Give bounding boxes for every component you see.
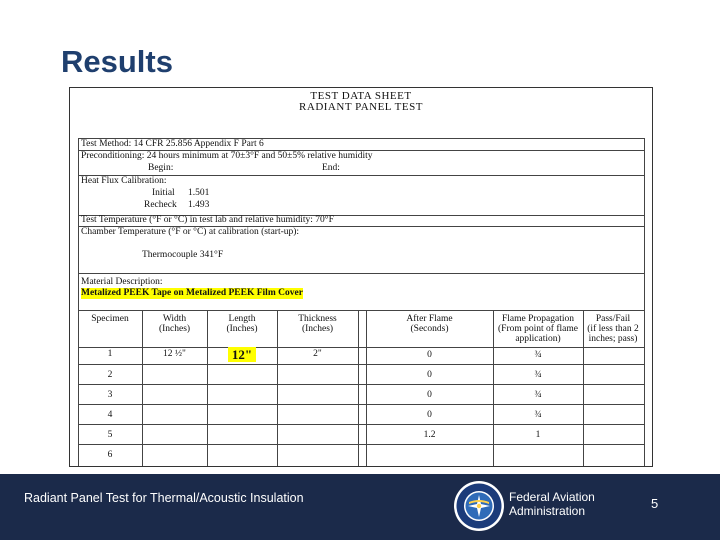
table-cell-specimen: 2 [107, 370, 113, 380]
col-header-flame-propagation: Flame Propagation [501, 314, 575, 324]
footer-bar [0, 474, 720, 540]
col-header-after-flame: After Flame [406, 314, 453, 324]
table-cell-specimen: 5 [107, 430, 113, 440]
column-divider [358, 310, 359, 466]
col-header-pass-fail: Pass/Fail [595, 314, 631, 324]
initial-label: Initial [152, 188, 175, 198]
slide-title: Results [61, 44, 173, 79]
agency-name [509, 490, 595, 518]
table-cell-flame-propagation: 1 [535, 430, 541, 440]
material-description-value: Metalized PEEK Tape on Metalized PEEK Film Cover [81, 288, 303, 298]
faa-seal-icon [453, 480, 505, 532]
col-header-width: Width [162, 314, 187, 324]
table-cell-after-flame: 1.2 [423, 430, 436, 440]
table-cell-width: 12 ½" [163, 349, 186, 359]
rule [78, 273, 644, 274]
end-label: End: [322, 163, 340, 173]
table-cell-flame-propagation: ¾ [534, 350, 542, 360]
table-cell-specimen: 6 [107, 450, 113, 460]
recheck-value: 1.493 [188, 200, 210, 210]
table-cell-after-flame: 0 [427, 390, 432, 400]
sheet-heading-line1: TEST DATA SHEET [310, 90, 412, 102]
col-header-width-unit: (Inches) [158, 324, 191, 334]
preconditioning-text: Preconditioning: 24 hours minimum at 70±3°F and 50±5% relative humidity [81, 151, 373, 161]
recheck-label: Recheck [144, 200, 177, 210]
heat-flux-label: Heat Flux Calibration: [81, 176, 167, 186]
chamber-temperature-text: Chamber Temperature (°F or °C) at calibration (start-up): [81, 227, 300, 237]
table-cell-specimen: 3 [107, 390, 113, 400]
table-cell-specimen: 1 [107, 349, 113, 359]
table-cell-length: 12" [228, 347, 256, 362]
rule [78, 364, 644, 365]
col-header-pass-fail-note: (if less than 2 [587, 324, 639, 334]
rule [78, 424, 644, 425]
page-number: 5 [651, 496, 659, 511]
table-cell-flame-propagation: ¾ [534, 410, 542, 420]
agency-name-line1: Federal Aviation [509, 490, 595, 504]
col-header-length: Length [228, 314, 256, 324]
col-header-after-flame-unit: (Seconds) [410, 324, 449, 334]
table-cell-flame-propagation: ¾ [534, 370, 542, 380]
test-method-text: Test Method: 14 CFR 25.856 Appendix F Part 6 [81, 139, 264, 149]
col-header-length-unit: (Inches) [226, 324, 258, 334]
begin-label: Begin: [148, 163, 174, 173]
col-header-thickness: Thickness [298, 314, 337, 324]
table-cell-flame-propagation: ¾ [534, 390, 542, 400]
col-header-flame-propagation-note: (From point of flame [498, 324, 578, 334]
col-header-pass-fail-note2: inches; pass) [588, 334, 638, 344]
table-cell-specimen: 4 [107, 410, 113, 420]
rule [78, 404, 644, 405]
test-data-sheet-image [69, 87, 653, 467]
agency-name-line2: Administration [509, 504, 586, 518]
table-cell-after-flame: 0 [427, 410, 432, 420]
table-cell-after-flame: 0 [427, 350, 432, 360]
table-cell-after-flame: 0 [427, 370, 432, 380]
col-header-thickness-unit: (Inches) [301, 324, 334, 334]
table-cell-thickness: 2" [313, 349, 322, 359]
rule [78, 310, 644, 311]
rule [78, 384, 644, 385]
presentation-title: Radiant Panel Test for Thermal/Acoustic Insulation [24, 491, 304, 505]
test-temperature-text: Test Temperature (°F or °C) in test lab and relative humidity: 70°F [81, 215, 334, 225]
thermocouple-text: Thermocouple 341°F [142, 250, 224, 260]
rule [78, 347, 644, 348]
sheet-heading-line2: RADIANT PANEL TEST [299, 101, 423, 113]
col-header-specimen: Specimen [91, 314, 129, 324]
material-description-label: Material Description: [81, 277, 163, 287]
initial-value: 1.501 [188, 188, 210, 198]
rule [78, 444, 644, 445]
col-header-flame-propagation-note2: application) [515, 334, 561, 344]
